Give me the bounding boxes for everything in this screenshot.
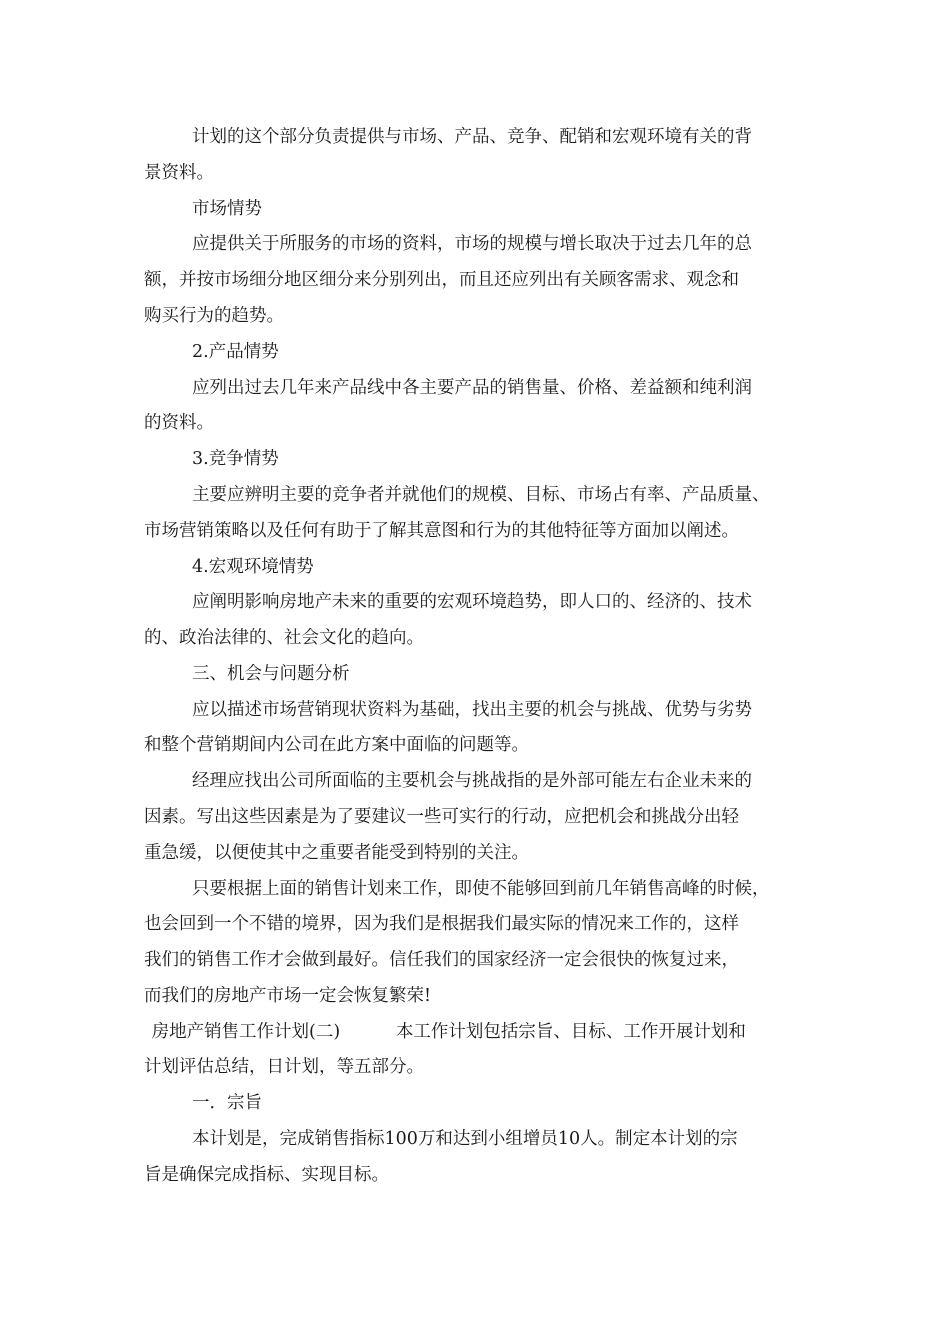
section-heading-competition: 3.竞争情势 — [192, 449, 279, 469]
body-text-line: 的资料。 — [144, 413, 214, 433]
body-text-line: 重急缓，以便使其中之重要者能受到特别的关注。 — [144, 843, 529, 863]
body-text-line: 主要应辨明主要的竞争者并就他们的规模、目标、市场占有率、产品质量、 — [192, 485, 770, 505]
body-text-line: 计划评估总结，日计划，等五部分。 — [144, 1057, 424, 1077]
body-text-line: 也会回到一个不错的境界，因为我们是根据我们最实际的情况来工作的，这样 — [144, 914, 739, 934]
section-heading-opportunity: 三、机会与问题分析 — [192, 664, 350, 684]
body-text-line: 应列出过去几年来产品线中各主要产品的销售量、价格、差益额和纯利润 — [192, 378, 752, 398]
body-text-line: 我们的销售工作才会做到最好。信任我们的国家经济一定会很快的恢复过来， — [144, 950, 739, 970]
body-text-line: 计划的这个部分负责提供与市场、产品、竞争、配销和宏观环境有关的背 — [192, 127, 752, 147]
body-text-line: 应阐明影响房地产未来的重要的宏观环境趋势，即人口的、经济的、技术 — [192, 592, 752, 612]
section-heading-purpose: 一．宗旨 — [192, 1093, 262, 1113]
body-text-line: 因素。写出这些因素是为了要建议一些可实行的行动，应把机会和挑战分出轻 — [144, 807, 739, 827]
section-heading-product: 2.产品情势 — [192, 342, 279, 362]
body-text-line: 应提供关于所服务的市场的资料，市场的规模与增长取决于过去几年的总 — [192, 234, 752, 254]
body-text-line: 市场营销策略以及任何有助于了解其意图和行为的其他特征等方面加以阐述。 — [144, 521, 739, 541]
section-heading-market: 市场情势 — [192, 199, 262, 219]
section-heading-macro: 4.宏观环境情势 — [192, 557, 314, 577]
plan-title-line: 房地产销售工作计划(二) 本工作计划包括宗旨、目标、工作开展计划和 — [146, 1022, 746, 1042]
body-text-line: 的、政治法律的、社会文化的趋向。 — [144, 628, 424, 648]
body-text-line: 只要根据上面的销售计划来工作，即使不能够回到前几年销售高峰的时候， — [192, 879, 770, 899]
body-text-line: 应以描述市场营销现状资料为基础，找出主要的机会与挑战、优势与劣势 — [192, 700, 752, 720]
body-text-line: 本计划是，完成销售指标100万和达到小组增员10人。制定本计划的宗 — [192, 1129, 738, 1149]
body-text-line: 购买行为的趋势。 — [144, 306, 284, 326]
body-text-line: 景资料。 — [144, 163, 214, 183]
body-text-line: 而我们的房地产市场一定会恢复繁荣! — [144, 986, 432, 1006]
body-text-line: 和整个营销期间内公司在此方案中面临的问题等。 — [144, 735, 529, 755]
body-text-line: 旨是确保完成指标、实现目标。 — [144, 1165, 389, 1185]
body-text-line: 额，并按市场细分地区细分来分别列出，而且还应列出有关顾客需求、观念和 — [144, 270, 739, 290]
body-text-line: 经理应找出公司所面临的主要机会与挑战指的是外部可能左右企业未来的 — [192, 771, 752, 791]
